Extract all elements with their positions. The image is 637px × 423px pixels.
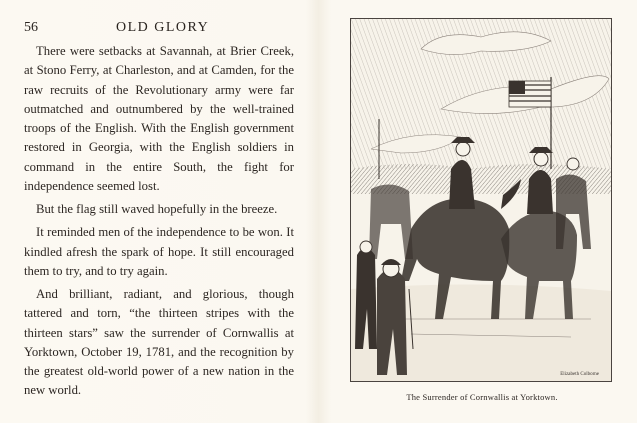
paragraph: There were setbacks at Savannah, at Brier Creek, at Stono Ferry, at Charleston, and at Camden, for the raw recruits of the Revolutionary army were far outmatched and outnumbered by the well-trained troops of the English. With the English government restored in Georgia, with the English soldiers in command in the entire South, the fight for independence seemed lost. [24, 44, 294, 193]
body-text [24, 42, 294, 401]
left-page [24, 16, 294, 405]
artist-credit: Elizabeth Colborne [560, 372, 599, 377]
paragraph: But the flag still waved hopefully in the breeze. [36, 202, 278, 216]
paragraph: And brilliant, radiant, and glorious, though tattered and torn, “the thirteen stripes with the thirteen stars” saw the surrender of Cornwallis at Yorktown, October 19, 1781, and the recognition by the greatest old-world power of a new nation in the new world. [24, 287, 294, 398]
illustration-frame [350, 18, 612, 382]
right-page [350, 18, 614, 402]
paragraph: It reminded men of the independence to be won. It kindled afresh the spark of hope. It still encouraged them to try, and to try again. [24, 225, 294, 278]
surrender-illustration [351, 19, 611, 381]
page-header [24, 16, 294, 40]
page-number: 56 [24, 20, 38, 35]
running-head: OLD GLORY [116, 20, 210, 35]
figure-caption: The Surrender of Cornwallis at Yorktown. [406, 392, 558, 402]
